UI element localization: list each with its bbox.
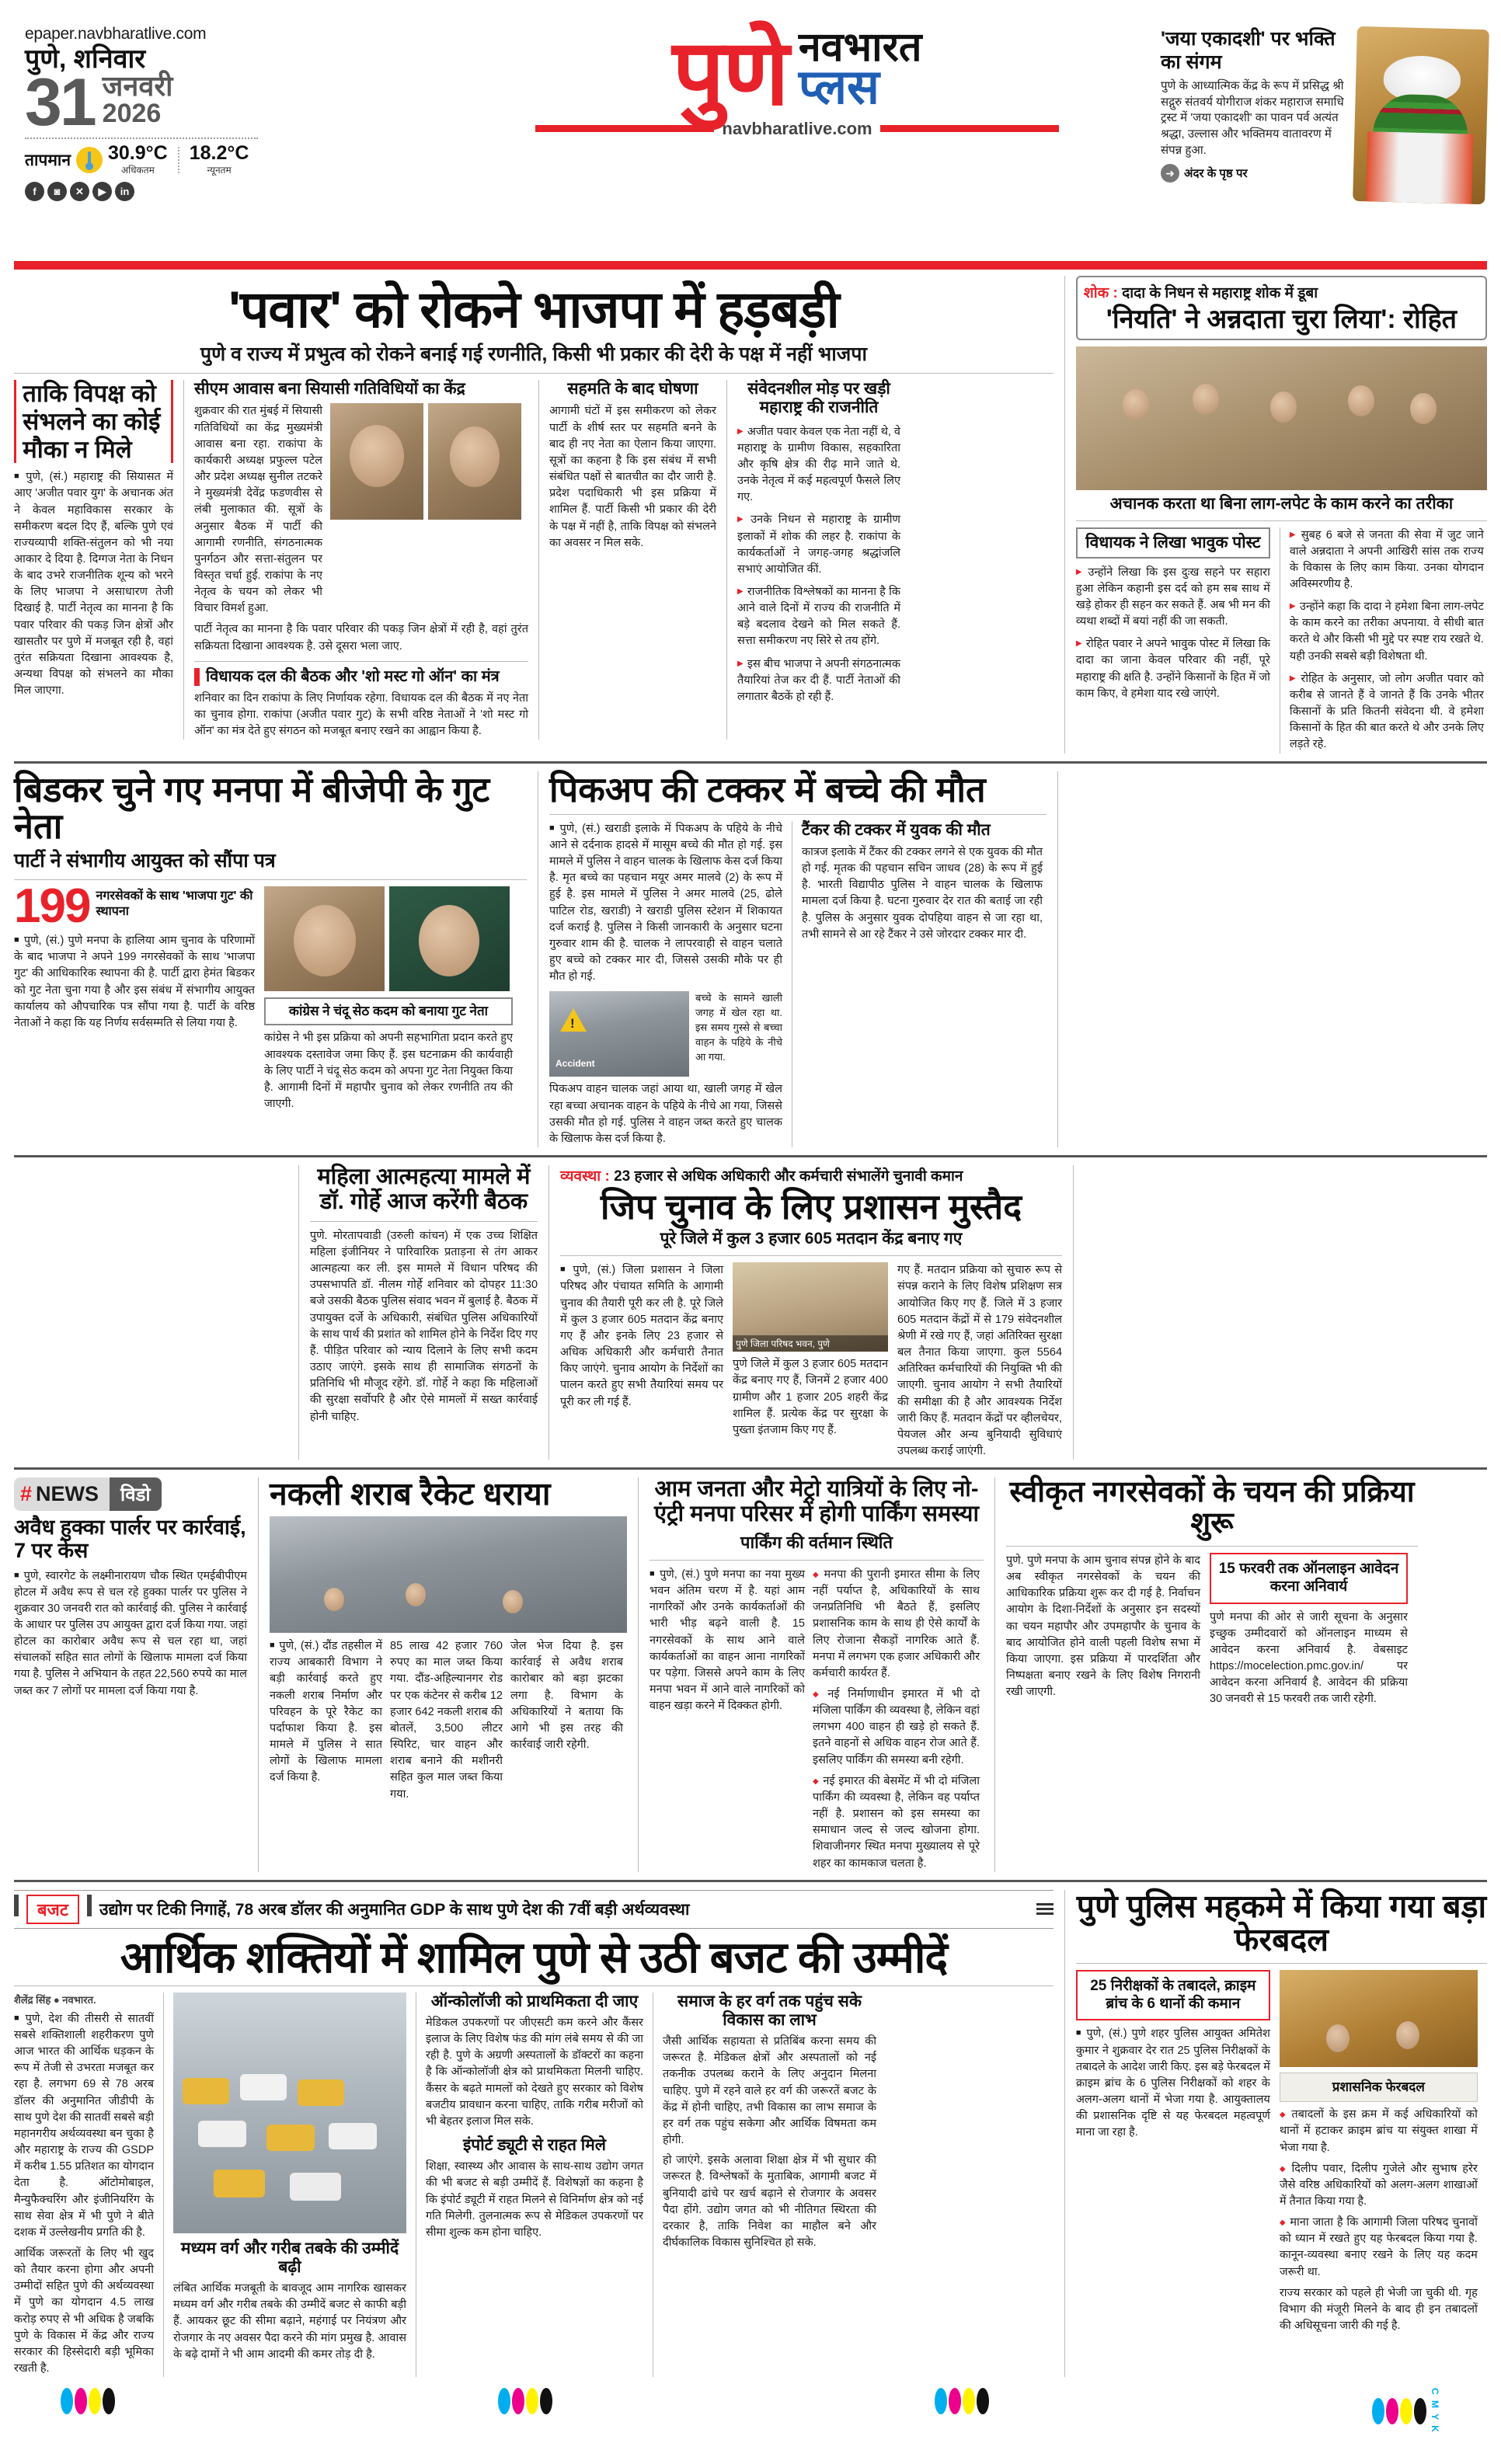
nominated-callout: 15 फरवरी तक ऑनलाइन आवेदन करना अनिवार्य xyxy=(1218,1560,1399,1595)
police-shuffle-footer: राज्य सरकार को पहले ही भेजी जा चुकी थी. गृह विभाग की मंजूरी मिलने के बाद ही इन तबादलों की अधिसूचना जारी की गई है. xyxy=(1279,2286,1478,2333)
liquor-body-2: 85 लाख 42 हजार 760 रुपए का माल जब्त किया गया. दौंड-अहिल्यानगर रोड पर एक कंटेनर से करीब 12 हजार 642 नकली शराब की बोतलें, 3,500 लीटर स्पिरिट, चार वाहन और शराब बनाने की मशीनरी सहित कुल माल जब्त किया गया. xyxy=(390,1640,503,1801)
obituary-kicker: शोक : दादा के निधन से महाराष्ट्र शोक में डूबा xyxy=(1083,285,1318,301)
masthead-logo xyxy=(434,21,1161,139)
temperature-label: तापमान xyxy=(25,151,71,170)
metro-parking-story xyxy=(650,1477,984,1872)
pickup-col-right xyxy=(802,821,1043,1147)
bjp-group-col-right xyxy=(264,886,513,1112)
arrow-right-icon: ➜ xyxy=(1161,164,1179,183)
video-badge-label[interactable]: विडो xyxy=(110,1477,162,1511)
instagram-icon[interactable]: ◙ xyxy=(47,182,67,201)
pickup-photo-label: Accident xyxy=(555,1058,595,1070)
hookah-body: ■ पुणे, स्वारगेट के लक्ष्मीनारायण चौक स्थित एमईबीपीएम होटल में अवैध रूप से चल रहे हुक्का पार्लर पर पुलिस ने शुक्रवार 30 जनवरी रात को कार्रवाई की. पुलिस ने कार्रवाई के आधार पर पुलिस उप आयुक्त द्वारा दर्ज किया गया. जहां होटल का कारोबार अवैध रूप से चल रहा था, जहां संचालकों सहित सात लोगों के खिलाफ मामला दर्ज किया गया है. पुलिस ने अभियान के तहत 22,560 रुपये का माल जब्त कर 7 लोगों पर मामला दर्ज किया गया है. xyxy=(14,1568,247,1700)
police-shuffle-body: ■ पुणे, (सं.) पुणे शहर पुलिस आयुक्त अमितेश कुमार ने शुक्रवार देर रात 25 पुलिस निरीक्षकों के तबादले के आदेश जारी किए. इस बड़े फेरबदल में क्राइम ब्रांच के 6 पुलिस निरीक्षकों को शहर के अलग-अलग थानों में भेजा गया है. आयुक्तालय की प्रशासनिक दृष्टि से यह फेरबदल महत्वपूर्ण माना जा रहा है. xyxy=(1076,2026,1270,2141)
warning-triangle-icon xyxy=(560,1008,587,1032)
budget-col1b: आर्थिक जरूरतों के लिए भी खुद को तैयार करना होगा और अपनी उम्मीदों सहित पुणे की अर्थव्यवस्था में पुणे का योगदान 4.5 लाख करोड़ रुपए से भी अधिक है जबकि पुणे के विकास में केंद्र और राज्य सरकार की हिस्सेदारी बड़ी भूमिका रखती है. xyxy=(14,2247,154,2375)
news-badge-label: NEWS xyxy=(36,1482,99,1506)
third-band-spacer-right xyxy=(1085,1165,1487,1460)
metro-parking-headline: आम जनता और मेट्रो यात्रियों के लिए नो-एंट्री मनपा परिसर में होगी पार्किंग समस्या xyxy=(654,1477,979,1527)
zp-election-story xyxy=(560,1165,1062,1460)
metro-parking-body: ■ पुणे, (सं.) पुणे मनपा का नया मुख्य भवन अंतिम चरण में है. यहां आम नागरिकों और उनके कार्यकर्ताओं की भारी भीड़ बढ़ने वाली है. 15 नगरसेवकों के साथ आने वाले कार्यकर्ताओं का वाहन आना नागरिकों पर पड़ेगा. जिससे अपने काम के लिए मनपा भवन में आने वाले नागरिकों को वाहन खड़ा करने में दिक्कत होगी. xyxy=(650,1567,805,1872)
x-twitter-icon[interactable]: ✕ xyxy=(70,182,89,201)
police-shuffle-bullet-2: ◆ दिलीप पवार, दिलीप गुजेले और सुभाष हरेर जैसे वरिष्ठ अधिकारियों को अलग-अलग शाखाओं में तैनात किया गया है. xyxy=(1280,2161,1478,2210)
lead-photo-female xyxy=(428,403,521,520)
budget-band xyxy=(14,1890,1487,2378)
police-shuffle-col-left xyxy=(1076,1970,1270,2334)
obituary-bullet-2: ▶ रोहित पवार ने अपने भावुक पोस्ट में लिखा कि दादा का जाना केवल परिवार की नहीं, पूरे महाराष्ट्र की क्षति है. उन्होंने किसानों के हित में जो काम किए, वे हमेशा याद रखे जाएंगे. xyxy=(1076,636,1270,702)
lead-col3-body: आगामी घंटों में इस समीकरण को लेकर पार्टी के शीर्ष स्तर पर सहमति बनने के बाद ही नए नेता का ऐलान किया जाएगा. सूत्रों का कहना है कि इस संबंध में सभी संबंधित पक्षों से बातचीत का दौर जारी है. प्रदेश पदाधिकारी भी इस प्रक्रिया में शामिल हैं. पार्टी किसी भी प्रकार की देरी के पक्ष में नहीं है, ताकि विपक्ष को संभलने का अवसर न मिल सके. xyxy=(549,405,716,549)
nominated-story xyxy=(1006,1477,1418,1872)
logo-plus-text: प्लस xyxy=(798,60,879,114)
youtube-icon[interactable]: ▶ xyxy=(92,182,112,201)
zp-election-body: ■ पुणे, (सं.) जिला प्रशासन ने जिला परिषद और पंचायत समिति के आगामी चुनाव की तैयारी पूरी कर ली है. पूरे जिले में कुल 3 हजार 605 मतदान केंद्र बनाए गए हैं और इनके लिए 23 हजार से अधिक अधिकारी और कर्मचारी तैनात किए जाएंगे. चुनाव आयोग के निर्देशों का पालन करते हुए सभी तैयारियां समय पर पूरी कर ली गई हैं. xyxy=(560,1262,723,1460)
zp-election-caption: पुणे जिले में कुल 3 हजार 605 मतदान केंद्र बनाए गए हैं, जिनमें 2 हजार 400 ग्रामीण और 1 हजार 205 शहरी केंद्र शामिल हैं. प्रत्येक केंद्र पर सुरक्षा के पुख्ता इंतजाम किए गए हैं. xyxy=(733,1358,889,1436)
third-band-spacer-left xyxy=(14,1165,287,1460)
hookah-headline: अवैध हुक्का पार्लर पर कार्रवाई, 7 पर केस xyxy=(14,1516,246,1562)
lead-subhead: पुणे व राज्य में प्रभुत्व को रोकने बनाई गई रणनीति, किसी भी प्रकार की देरी के पक्ष में नहीं भाजपा xyxy=(200,343,867,366)
cmyk-mark-3 xyxy=(935,2388,989,2434)
budget-tag: बजट xyxy=(26,1895,79,1924)
budget-col3-head: ऑन्कोलॉजी को प्राथमिकता दी जाए xyxy=(430,1992,639,2010)
masthead-month: जनवरी xyxy=(102,70,173,103)
lead-col4-bullet-4: ▶ इस बीच भाजपा ने अपनी संगठनात्मक तैयारियां तेज कर दी हैं. पार्टी नेताओं की लगातार बैठकें हो रही हैं. xyxy=(737,656,900,705)
cmyk-registration-marks xyxy=(14,2388,1487,2434)
weather-block xyxy=(25,144,434,176)
masthead-dateline xyxy=(25,64,434,140)
lead-photo-male xyxy=(330,403,423,520)
police-shuffle-bullet-1: ◆ तबादलों के इस क्रम में कई अधिकारियों को थानों में हटाकर क्राइम ब्रांच या संयुक्त शाखा में भेजा गया है. xyxy=(1280,2107,1478,2156)
epaper-url[interactable]: epaper.navbharatlive.com xyxy=(25,25,207,43)
lead-col-3 xyxy=(549,380,716,740)
obituary-bullet-5: ▶ रोहित के अनुसार, जो लोग अजीत पवार को करीब से जानते हैं वे जानते हैं कि उनके भीतर किसानों के प्रति कितनी संवेदना थी. वे हमेशा किसानों के हित की बात करते थे और उनके लिए लड़ते रहे. xyxy=(1290,671,1484,753)
cmyk-mark-1 xyxy=(61,2388,115,2434)
budget-col1: ■ पुणे, देश की तीसरी से सातवीं सबसे शक्तिशाली शहरीकरण पुणे आज भारत की आर्थिक धड़कन के रूप में तेजी से उभरता मजबूत कर रहा है. लगभग 69 से 78 अरब डॉलर की अनुमानित जीडीपी के साथ पुणे देश की सातवीं सबसे बड़ी महानगरीय अर्थव्यवस्था बन चुका है और महाराष्ट्र के राज्य की GSDP में करीब 1.55 प्रतिशत का योगदान देता है. ऑटोमोबाइल, मैन्युफैक्चरिंग और इंजीनियरिंग के साथ सेवा क्षेत्र में भी पुणे ने बीते दशक में उल्लेखनीय प्रगति की है. xyxy=(14,2011,154,2241)
lead-col2-quote-body: शनिवार का दिन राकांपा के लिए निर्णायक रहेगा. विधायक दल की बैठक में नए नेता का चुनाव होगा. राकांपा (अजीत पवार गुट) के सभी वरिष्ठ नेताओं ने 'शो मस्ट गो ऑन' का मंत्र देते हुए संगठन को मजबूत बनाए रखने का आह्वान किया है. xyxy=(194,691,528,738)
suicide-case-body: पुणे. मोरतापवाडी (उरुली कांचन) में एक उच्च शिक्षित महिला इंजीनियर ने पारिवारिक प्रताड़ना से तंग आकर आत्महत्या कर ली. इस मामले में विधान परिषद की उपसभापति डॉ. नीलम गोर्हे शनिवार को दोपहर 11:30 बजे उसकी बैठक पुलिस संवाद भवन में बुलाई है. बैठक में उपायुक्त दर्जे के अधिकारी, संबंधित पुलिस अधिकारियों के साथ पार्थ की प्रशांत को शामिल होने के निर्देश दिए गए हैं. पीड़ित परिवार को न्याय दिलाने के लिए सभी कदम उठाए जाएंगे. इसके साथ ही सामाजिक संगठनों के प्रतिनिधि भी मौजूद रहेंगे. डॉ. गोर्हे ने कहा कि महिलाओं की सुरक्षा सर्वोपरि है और ऐसे मामलों में सख्त कार्रवाई होनी चाहिए. xyxy=(309,1229,538,1423)
zp-election-photo xyxy=(733,1262,888,1352)
police-shuffle-story xyxy=(1076,1890,1487,2378)
masthead-red-rule xyxy=(14,261,1487,270)
police-shuffle-headline: पुणे पुलिस महकमे में किया गया बड़ा फेरबदल xyxy=(1076,1888,1487,1958)
obituary-bullet-4: ▶ उन्होंने कहा कि दादा ने हमेशा बिना लाग-लपेट के काम करने का तरीका अपनाया. वे सीधी बात करते थे और किसी भी मुद्दे पर स्पष्ट राय रखते थे. यही उनकी सबसे बड़ी विशेषता थी. xyxy=(1290,599,1484,665)
budget-byline: शैलेंद्र सिंह ● नवभारत. xyxy=(14,1993,96,2006)
nominated-body-2: पुणे मनपा की ओर से जारी सूचना के अनुसार इच्छुक उम्मीदवारों को ऑनलाइन माध्यम से आवेदन करना अनिवार्य है. वेबसाइट https://mocelection.pmc.gov.in/ पर आवेदन करना अनिवार्य है. आवेदन की प्रक्रिया 30 जनवरी से 15 फरवरी तक जारी रहेगी. xyxy=(1210,1610,1408,1706)
cmyk-mark-4 xyxy=(1372,2398,1426,2424)
quote-bar-left xyxy=(14,380,16,463)
pickup-col-left: ■ पुणे, (सं.) खराडी इलाके में पिकअप के पहिये के नीचे आने से दर्दनाक हादसे में मासूम बच्चे की मौत हो गई. इस मामले में पुलिस ने वाहन चालक के खिलाफ केस दर्ज किया है. मृत बच्चे का पहचान मयूर अमर मालवे (2) के रूप में हुई है. इस मामले में पुलिस ने अमर मालवे (25, ढोले पाटिल रोड, खराडी) ने खराडी पुलिस स्टेशन में शिकायत दर्ज कराई है. पुलिस ने किसी जानकारी के अनुसार घटना गुरुवार शाम की है. चालक ने लापरवाही से वाहन चलाते हुए बच्चे को टक्कर मार दी, जिससे उसकी मौके पर ही मौत हो गई. ! Accident बच्चे के सामने खाली जगह में खेल रहा था. इस समय गुस्से से बच्चा वाहन के पहिये के नीचे आ गया. पिकअप वाहन चालक जहां आया था, खाली जगह में खेल रहा बच्चा अचानक वाहन के पहिये के नीचे आ गया, जिससे उसकी मौत हो गई. पुलिस ने वाहन जब्त करते हुए चालक के खिलाफ केस दर्ज किया है. xyxy=(549,821,782,1147)
devotion-promo-title: 'जया एकादशी' पर भक्ति का संगम xyxy=(1161,28,1336,73)
suicide-case-headline: महिला आत्महत्या मामले में डॉ. गोर्हे आज करेंगी बैठक xyxy=(317,1164,531,1214)
budget-col-2 xyxy=(173,1992,406,2377)
masthead-left xyxy=(14,25,434,201)
lead-col4-bullet-2: ▶ उनके निधन से महाराष्ट्र के ग्रामीण इलाकों में शोक की लहर है. राकांपा के कार्यकर्ताओं ने जगह-जगह श्रद्धांजलि सभाएं आयोजित कीं. xyxy=(737,512,900,578)
obituary-bullet-3: ▶ सुबह 6 बजे से जनता की सेवा में जुट जाने वाले अन्नदाता ने अपनी आखिरी सांस तक राज्य के विकास के लिए काम किया. उनका योगदान अविस्मरणीय है. xyxy=(1290,527,1484,593)
lead-col2-body: शुक्रवार की रात मुंबई में सियासी गतिविधियों का केंद्र मुख्यमंत्री आवास बना रहा. राकांपा के कार्यकारी अध्यक्ष प्रफुल्ल पटेल और प्रदेश अध्यक्ष सुनील तटकरे ने मुख्यमंत्री देवेंद्र फडणवीस से लंबी मुलाकात की. सूत्रों के अनुसार बैठक में पार्टी की आगामी रणनीति, संगठनात्मक पुनर्गठन और सत्ता-संतुलन पर विस्तृत चर्चा हुई. राकांपा के नए नेतृत्व के चयन को लेकर भी विचार विमर्श हुआ. xyxy=(194,405,322,615)
metro-parking-bullet-2: ◆ नई निर्माणाधीन इमारत में भी दो मंजिला पार्किंग की व्यवस्था है, लेकिन वहां लगभग 400 वाहन ही खड़े हो सकते हैं. इतने वाहनों से अधिक वाहन रोज आते हैं. इसलिए पार्किंग की समस्या बनी रहेगी. xyxy=(813,1686,980,1769)
fourth-band xyxy=(14,1477,1487,1872)
nominated-headline: स्वीकृत नगरसेवकों के चयन की प्रक्रिया शुरू xyxy=(1009,1476,1415,1540)
hamburger-icon[interactable] xyxy=(1036,1903,1053,1915)
lead-story xyxy=(14,276,1053,753)
pickup-caption: पिकअप वाहन चालक जहां आया था, खाली जगह में खेल रहा बच्चा अचानक वाहन के पहिये के नीचे आ गया, जिससे उसकी मौत हो गई. पुलिस ने वाहन जब्त करते हुए चालक के खिलाफ केस दर्ज किया है. xyxy=(549,1083,782,1145)
lead-col-1 xyxy=(14,380,173,740)
pickup-inset-body: कात्रज इलाके में टैंकर की टक्कर लगने से एक युवक की मौत हो गई. मृतक की पहचान सचिन जाधव (28) के रूप में हुई है. भारती विद्यापीठ पुलिस ने वाहन चालक के खिलाफ मामला दर्ज किया है. घटना गुरुवार देर रात की बताई जा रही है. पुलिस के अनुसार युवक दोपहिया वाहन से जा रहा था, तभी सामने से आ रहे टैंकर ने उसे जोरदार टक्कर मार दी. xyxy=(802,845,1043,941)
masthead xyxy=(14,0,1487,256)
third-band xyxy=(14,1165,1487,1460)
temp-max-value: 30.9°C xyxy=(108,142,168,165)
lead-col3-head: सहमति के बाद घोषणा xyxy=(567,380,698,398)
lead-col2-quote: विधायक दल की बैठक और 'शो मस्ट गो ऑन' का मंत्र xyxy=(206,667,500,685)
bjp-group-inset-body: कांग्रेस ने भी इस प्रक्रिया को अपनी सहभागिता प्रदान करते हुए आवश्यक दस्तावेज जमा किए हैं. इस घटनाक्रम की कार्यवाही के लिए पार्टी ने चंदू सेठ कदम को अपना गुट नेता नियुक्त किया है. आगामी दिनों में महापौर चुनाव को लेकर रणनीति तय की जाएगी. xyxy=(264,1032,513,1111)
obituary-bullet-1: ▶ उन्होंने लिखा कि इस दुःख सहने पर सहारा हुआ लेकिन कहानी इस दर्द को हम सब साथ में खड़े होकर ही सहन कर सकते हैं. अब भी मन की व्यथा शब्दों में बयां नहीं की जा सकती. xyxy=(1076,565,1270,631)
obituary-photo xyxy=(1076,346,1487,490)
lead-col-2: सीएम आवास बना सियासी गतिविधियों का केंद्र शुक्रवार की रात मुंबई में सियासी गतिविधियों का केंद्र मुख्यमंत्री आवास बना रहा. राकांपा के कार्यकारी अध्यक्ष प्रफुल्ल पटेल और प्रदेश अध्यक्ष सुनील तटकरे ने मुख्यमंत्री देवेंद्र फडणवीस से लंबी मुलाकात की. सूत्रों के अनुसार बैठक में पार्टी की आगामी रणनीति, संगठनात्मक पुनर्गठन और सत्ता-संतुलन पर विस्तृत चर्चा हुई. राकांपा के नए नेतृत्व के चयन को लेकर भी विचार विमर्श हुआ. पार्टी नेतृत्व का मानना है कि पवार परिवार की पकड़ जिन क्षेत्रों में रही है, वहां तुरंत सक्रियता दिखाना आवश्यक है. उसे दूसरा भला जाए. विधायक दल की बैठक और 'शो मस्ट गो ऑन' का मंत्र शनिवार का दिन राकांपा के लिए निर्णायक रहेगा. विधायक दल की बैठक में नए नेता का चुनाव होगा. राकांपा (अजीत पवार गुट) के सभी वरिष्ठ नेताओं ने 'शो मस्ट गो ऑन' का मंत्र देते हुए संगठन को मजबूत बनाए रखने का आह्वान किया है. xyxy=(194,380,528,740)
bjp-group-body: ■ पुणे, (सं.) पुणे मनपा के हालिया आम चुनाव के परिणामों के बाद भाजपा ने अपने 199 नगरसेवकों के साथ 'भाजपा गुट' की आधिकारिक स्थापना की है. पार्टी द्वारा हेमंत बिडकर को गुट नेता चुना गया है और इस संबंध में संभागीय आयुक्त कार्यालय को औपचारिक पत्र सौंपा गया है. पार्टी के वरिष्ठ नेताओं ने कहा कि यह निर्णय सर्वसम्मति से लिया गया है. xyxy=(14,933,255,1032)
lead-quote-box: ताकि विपक्ष को संभलने का कोई मौका न मिले xyxy=(23,380,161,463)
masthead-city-day: पुणे, शनिवार xyxy=(25,44,146,74)
zp-election-photo-caption: पुणे जिला परिषद भवन, पुणे xyxy=(733,1335,888,1352)
budget-col3b: शिक्षा, स्वास्थ्य और आवास के साथ-साथ उद्योग जगत की भी बजट से बड़ी उम्मीदें हैं. विशेषज्ञों का कहना है कि इंपोर्ट ड्यूटी में राहत मिलने से विनिर्माण क्षेत्र को नई गति मिलेगी. तुलनात्मक रूप से मेडिकल उपकरणों पर सीमा शुल्क कम होना चाहिए. xyxy=(426,2160,643,2239)
bjp-group-number-caption: नगरसेवकों के साथ 'भाजपा गुट' की स्थापना xyxy=(96,889,253,919)
logo-navbharat-text: नवभारत xyxy=(798,25,922,70)
pickup-inset-head: टैंकर की टक्कर में युवक की मौत xyxy=(802,820,991,839)
budget-col-4 xyxy=(663,1992,876,2377)
lead-region xyxy=(14,276,1487,753)
logo-bar-left xyxy=(535,125,714,132)
cmyk-label: C M Y K xyxy=(1429,2388,1440,2434)
zp-election-kicker: व्यवस्था : 23 हजार से अधिक अधिकारी और कर्मचारी संभालेंगे चुनावी कमान xyxy=(560,1168,963,1185)
suicide-case-story xyxy=(310,1165,538,1460)
police-shuffle-col-right xyxy=(1280,1970,1478,2334)
budget-kicker: उद्योग पर टिकी निगाहें, 78 अरब डॉलर की अनुमानित GDP के साथ पुणे देश की 7वीं बड़ी अर्थव्यवस्था xyxy=(99,1900,690,1919)
budget-col4: जैसी आर्थिक सहायता से प्रतिबिंब करना समय की जरूरत है. मेडिकल क्षेत्रों और अस्पतालों को नई तकनीक उपलब्ध कराने के लिए अनुदान मिलना चाहिए. पुणे में रहने वाले हर वर्ग की जरूरतें बजट के केंद्र में होनी चाहिए, तभी विकास का लाभ समाज के हर वर्ग तक पहुंच सकेगा और आर्थिक विषमता कम होगी. xyxy=(663,2035,876,2147)
temp-divider xyxy=(178,147,179,173)
budget-col2: लंबित आर्थिक मजबूती के बावजूद आम नागरिक खासकर मध्यम वर्ग और गरीब तबके की उम्मीदें बजट से काफी बड़ी हैं. आयकर छूट की सीमा बढ़ाने, महंगाई पर नियंत्रण और रोजगार के नए अवसर पैदा करने की मांग प्रमुख है. आवास के बढ़े दामों ने भी आम आदमी की कमर तोड़ दी है. xyxy=(173,2282,406,2361)
cmyk-mark-2 xyxy=(498,2388,552,2434)
second-band-right-spacer xyxy=(1069,771,1481,1147)
obituary-col-right xyxy=(1290,527,1484,753)
bjp-group-photo-1 xyxy=(264,886,385,991)
lead-col4-bullet-1: ▶ अजीत पवार केवल एक नेता नहीं थे, वे महाराष्ट्र के ग्रामीण विकास, सहकारिता और कृषि क्षेत्र की रीढ़ माने जाते थे. उनके नेतृत्व में कई महत्वपूर्ण फैसले लिए गए. xyxy=(737,424,900,506)
temp-min-label: न्यूनतम xyxy=(207,165,232,176)
obituary-headline: 'नियति' ने अन्नदाता चुरा लिया': रोहित xyxy=(1106,305,1457,334)
pickup-photo xyxy=(549,991,689,1077)
metro-parking-bullet-3: ◆ नई इमारत की बेसमेंट में भी दो मंजिला पार्किंग की व्यवस्था है, लेकिन वह पर्याप्त नहीं है. प्रशासन को इस समस्या का समाधान जल्द से जल्द खोजना होगा. शिवाजीनगर स्थित मनपा मुख्यालय से पूरे शहर का कामकाज चलता है. xyxy=(813,1773,980,1872)
obituary-subhead: अचानक करता था बिना लाग-लपेट के काम करने का तरीका xyxy=(1109,495,1454,513)
lead-col4-head: संवेदनशील मोड़ पर खड़ी महाराष्ट्र की राजनीति xyxy=(747,380,890,417)
pickup-body: ■ पुणे, (सं.) खराडी इलाके में पिकअप के पहिये के नीचे आने से दर्दनाक हादसे में मासूम बच्चे की मौत हो गई. इस मामले में पुलिस ने वाहन चालक के खिलाफ केस दर्ज किया है. मृत बच्चे का पहचान मयूर अमर मालवे (2) के रूप में हुई है. इस मामले में पुलिस ने अमर मालवे (25, ढोले पाटिल रोड, खराडी) ने खराडी पुलिस स्टेशन में शिकायत दर्ज कराई है. पुलिस ने किसी जानकारी के अनुसार घटना गुरुवार शाम की है. चालक ने लापरवाही से वाहन चलाते हुए बच्चे को टक्कर मार दी, जिससे उसकी मौके पर ही मौत हो गई. xyxy=(549,821,782,986)
temp-min-value: 18.2°C xyxy=(189,142,249,165)
nominated-body: पुणे. पुणे मनपा के आम चुनाव संपन्न होने के बाद अब स्वीकृत नगरसेवकों के चयन की आधिकारिक प्रक्रिया शुरू कर दी गई है. निर्वाचन आयोग के दिशा-निर्देशों के अनुसार इन सदस्यों का चयन महापौर और उपमहापौर के चुनाव के बाद आयोजित होने वाली पहली विशेष सभा में किया जाएगा. इस प्रक्रिया में पारदर्शिता और निष्पक्षता बनाए रखने के लिए विशेष निगरानी रखी जाएगी. xyxy=(1006,1554,1200,1699)
lead-headline: 'पवार' को रोकने भाजपा में हड़बड़ी xyxy=(228,280,839,338)
obituary-story xyxy=(1076,276,1487,753)
logo-website-url[interactable]: navbharatlive.com xyxy=(722,118,872,138)
budget-headline: आर्थिक शक्तियों में शामिल पुणे से उठी बजट की उम्मीदें xyxy=(120,1932,948,1982)
bjp-group-inset-head: कांग्रेस ने चंदू सेठ कदम को बनाया गुट नेता xyxy=(288,1004,489,1019)
masthead-day: 31 xyxy=(25,64,95,140)
hookah-story xyxy=(14,1477,247,1872)
budget-story xyxy=(14,1890,1053,2378)
bjp-group-photo-2 xyxy=(389,886,510,991)
logo-pune-text: पुणे xyxy=(672,21,788,124)
budget-col3b-head: इंपोर्ट ड्यूटी से राहत मिले xyxy=(462,2136,607,2155)
police-shuffle-callout: 25 निरीक्षकों के तबादले, क्राइम ब्रांच के 6 थानों की कमान xyxy=(1090,1977,1256,2012)
pickup-headline: पिकअप की टक्कर में बच्चे की मौत xyxy=(549,769,986,809)
second-band xyxy=(14,771,1487,1147)
liquor-photo xyxy=(270,1516,627,1633)
obituary-mla-head: विधायक ने लिखा भावुक पोस्ट xyxy=(1085,533,1261,552)
police-shuffle-subhead: प्रशासनिक फेरबदल xyxy=(1332,2079,1425,2094)
bjp-group-story xyxy=(14,771,527,1147)
police-shuffle-bullet-3: ◆ माना जाता है कि आगामी जिला परिषद चुनावों को ध्यान में रखते हुए यह फेरबदल किया गया है. कानून-व्यवस्था बनाए रखने के लिए यह कदम जरूरी था. xyxy=(1280,2215,1478,2281)
lead-col4-bullet-3: ▶ राजनीतिक विश्लेषकों का मानना है कि आने वाले दिनों में राज्य की राजनीति में बड़े बदलाव देखने को मिल सकते हैं. सत्ता समीकरण नए सिरे से तय होंगे. xyxy=(737,584,900,650)
zp-election-subhead: पूरे जिले में कुल 3 हजार 605 मतदान केंद्र बनाए गए xyxy=(660,1230,963,1248)
budget-col2-head: मध्यम वर्ग और गरीब तबके की उम्मीदें बढ़ी xyxy=(180,2239,399,2276)
devotion-promo-body: पुणे के आध्यात्मिक केंद्र के रूप में प्रसिद्ध श्री सद्गुरु संतवर्य योगीराज शंकर महाराज समाधि ट्रस्ट में 'जया एकादशी' का पावन पर्व अत्यंत श्रद्धा, उल्लास और भक्तिमय वातावरण में संपन्न हुआ. xyxy=(1161,79,1344,157)
zp-election-headline: जिप चुनाव के लिए प्रशासन मुस्तैद xyxy=(600,1187,1022,1227)
metro-parking-subhead: पार्किंग की वर्तमान स्थिति xyxy=(740,1532,893,1552)
budget-photo-cars xyxy=(173,1992,406,2233)
liquor-body-3: जेल भेज दिया है. इस कार्रवाई से अवैध शराब कारोबार को बड़ा झटका लगा है. विभाग के अधिकारियों ने बताया कि आगे भी इस तरह की कार्रवाई जारी रहेगी. xyxy=(510,1640,623,1752)
masthead-year: 2026 xyxy=(102,99,162,129)
budget-col-1 xyxy=(14,1992,154,2377)
budget-col5: हो जाएंगे. इसके अलावा शिक्षा क्षेत्र में भी सुधार की जरूरत है. विश्लेषकों के मुताबिक, आगामी बजट में बुनियादी ढांचे पर खर्च बढ़ाने से रोजगार के अवसर पैदा होंगे. उद्योग जगत को भी नीतिगत स्थिरता की दरकार है, ताकि निवेश का माहौल बने और दीर्घकालिक विकास सुनिश्चित हो सके. xyxy=(663,2154,876,2249)
devotion-promo[interactable] xyxy=(1161,25,1487,203)
bjp-group-subhead: पार्टी ने संभागीय आयुक्त को सौंपा पत्र xyxy=(14,850,276,872)
obituary-col-left xyxy=(1076,527,1270,753)
bjp-group-big-number: 199 xyxy=(14,879,90,934)
news-video-badge[interactable] xyxy=(14,1477,162,1511)
bjp-group-col-left xyxy=(14,879,255,1112)
liquor-story xyxy=(270,1477,627,1872)
logo-bar-right xyxy=(880,125,1059,132)
budget-col-3 xyxy=(426,1992,643,2377)
zp-election-rightcol: गए हैं. मतदान प्रक्रिया को सुचारु रूप से संपन्न कराने के लिए विशेष प्रशिक्षण सत्र आयोजित किए गए हैं. जिले में 3 हजार 605 मतदान केंद्रों में से 179 संवेदनशील श्रेणी में रखे गए हैं, जहां अतिरिक्त सुरक्षा बल तैनात किया जाएगा. कुल 5564 अतिरिक्त कर्मचारियों की नियुक्ति भी की जाएगी. चुनाव आयोग ने सभी तैयारियों की समीक्षा की है और आवश्यक निर्देश जारी किए हैं. मतदान केंद्रों पर व्हीलचेयर, पेयजल और अन्य बुनियादी सुविधाएं उपलब्ध कराई जाएंगी. xyxy=(897,1264,1063,1457)
budget-col4-head: समाज के हर वर्ग तक पहुंच सके विकास का लाभ xyxy=(677,1992,862,2029)
lead-col-4 xyxy=(737,380,900,740)
liquor-headline: नकली शराब रैकेट धराया xyxy=(270,1476,551,1512)
bjp-group-headline: बिडकर चुने गए मनपा में बीजेपी के गुट नेता xyxy=(14,769,490,846)
police-shuffle-photo xyxy=(1280,1970,1478,2067)
budget-col3: मेडिकल उपकरणों पर जीएसटी कम करने और कैंसर इलाज के लिए विशेष फंड की मांग लंबे समय से की जा रही है. पुणे के अग्रणी अस्पतालों के डॉक्टरों का कहना है कि ऑन्कोलॉजी क्षेत्र को प्राथमिकता मिलनी चाहिए. कैंसर के बढ़ते मामलों को देखते हुए सरकार को विशेष बजटीय प्रावधान करना चाहिए, ताकि गरीब मरीजों को भी बेहतर इलाज मिल सके. xyxy=(426,2016,643,2128)
lead-col2-head: सीएम आवास बना सियासी गतिविधियों का केंद्र xyxy=(194,380,465,398)
pickup-accident-story xyxy=(549,771,1047,1147)
facebook-icon[interactable]: f xyxy=(25,182,44,201)
devotion-promo-inside-label: अंदर के पृष्ठ पर xyxy=(1184,167,1248,181)
temp-max-label: अधिकतम xyxy=(120,165,155,176)
metro-parking-bullet-1: ◆ मनपा की पुरानी इमारत सीमा के लिए नहीं पर्याप्त है, अधिकारियों के साथ जनप्रतिनिधि भी बैठते हैं, इसलिए प्रशासनिक काम के साथ ही ऐसे कार्यों के लिए रोजाना सैकड़ों नागरिक आते हैं. मनपा में लगभग एक हजार अधिकारी और कर्मचारी कार्यरत हैं. xyxy=(813,1567,980,1682)
lead-col1-body: ■ पुणे, (सं.) महाराष्ट्र की सियासत में आए 'अजीत पवार युग' के अचानक अंत ने केवल महाविकास सरकार के समीकरण बदल दिए हैं, बल्कि पुणे एवं राज्यव्यापी शक्ति-संतुलन को भी नया आकार दे दिया है. दिग्गज नेता के निधन के बाद उभरे राजनीतिक शून्य को भरने के लिए भाजपा ने असाधारण तेजी दिखाई है. पार्टी नेतृत्व का मानना है कि पवार परिवार की पकड़ जिन क्षेत्रों और खासतौर पर पुणे में मजबूत रही है, वहां तुरंत सक्रियता दिखाना आवश्यक है, अन्यथा विपक्ष को संभलने का मौका मिल जाएगा. xyxy=(14,469,173,699)
social-links xyxy=(25,182,434,201)
devotion-promo-photo xyxy=(1353,26,1489,204)
thermometer-icon xyxy=(76,147,103,173)
liquor-body-1: ■ पुणे, (सं.) दौंड तहसील में राज्य आबकारी विभाग ने बड़ी कार्रवाई करते हुए नकली शराब निर्माण और परिवहन के पूरे रैकेट का पर्दाफाश किया है. इस मामले में पुलिस ने सात लोगों के खिलाफ मामला दर्ज किया है. xyxy=(270,1638,382,1803)
hash-icon: # xyxy=(20,1482,33,1506)
linkedin-icon[interactable]: in xyxy=(115,182,134,201)
quote-bar-right xyxy=(171,380,173,463)
